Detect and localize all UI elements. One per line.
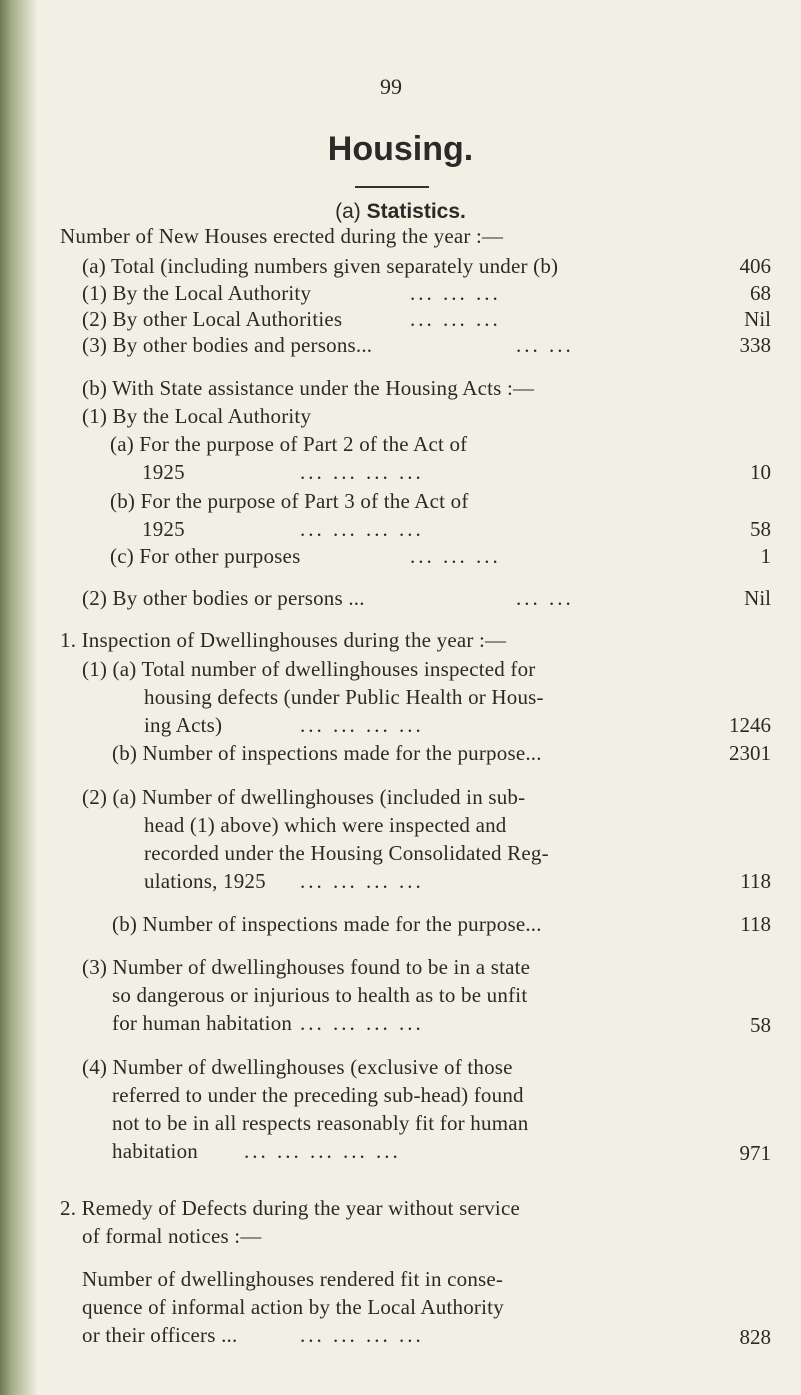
insp-2a-line3: recorded under the Housing Consolidated Reg- [144,841,549,865]
stat-b2-value: Nil [744,586,771,610]
insp-2b-label: (b) Number of inspections made for the purpose... [112,912,542,936]
remedy-body-line2: quence of informal action by the Local Authority [82,1295,504,1319]
stat-a2-dots: ... ... ... [410,307,501,331]
stat-b1c-label: (c) For other purposes [110,544,301,568]
insp-1a-line2: housing defects (under Public Health or Hous- [144,685,544,709]
insp-1b-value: 2301 [729,741,771,765]
insp-3-value: 58 [750,1013,771,1037]
remedy-heading-line1: 2. Remedy of Defects during the year without service [60,1196,521,1220]
insp-4-line3: not to be in all respects reasonably fit for human [112,1111,529,1135]
insp-2a-line2: head (1) above) which were inspected and [144,813,507,837]
stat-a2-value: Nil [744,307,771,331]
stat-a3-label: (3) By other bodies and persons... [82,333,373,357]
insp-4-line4: habitation [112,1139,198,1163]
insp-1a-line3: ing Acts) [144,713,223,737]
stat-b1c-dots: ... ... ... [410,544,501,568]
stat-b1-intro: (1) By the Local Authority [82,404,312,428]
insp-1a-value: 1246 [729,713,771,737]
insp-4-line2: referred to under the preceding sub-head) found [112,1083,524,1107]
insp-1b-label: (b) Number of inspections made for the purpose... [112,741,542,765]
stat-a1-dots: ... ... ... [410,281,501,305]
remedy-value: 828 [739,1325,771,1349]
title-rule [355,186,429,188]
insp-3-line1: (3) Number of dwellinghouses found to be in a state [82,955,531,979]
inspection-heading: 1. Inspection of Dwellinghouses during the year :— [60,628,507,652]
stat-b1b-line1: (b) For the purpose of Part 3 of the Act of [110,489,469,513]
insp-3-line3: for human habitation [112,1011,293,1035]
stat-b1a-line2: 1925 [142,460,185,484]
stat-b1b-dots: ... ... ... ... [300,517,424,541]
stat-b1b-line2: 1925 [142,517,185,541]
stat-b1b-value: 58 [750,517,771,541]
stat-b1a-value: 10 [750,460,771,484]
stat-a1-value: 68 [750,281,771,305]
stat-b-intro: (b) With State assistance under the Housing Acts :— [82,376,535,400]
remedy-dots: ... ... ... ... [300,1323,424,1347]
insp-4-line1: (4) Number of dwellinghouses (exclusive of those [82,1055,513,1079]
stat-a-total-label: (a) Total (including numbers given separately under (b) [82,254,559,278]
insp-3-dots: ... ... ... ... [300,1011,424,1035]
remedy-heading-line2: of formal notices :— [82,1224,262,1248]
stat-b2-label: (2) By other bodies or persons ... [82,586,365,610]
stat-a3-dots: ... ... [516,333,574,357]
subtitle-text: Statistics. [366,200,466,223]
page-title: Housing. [327,130,474,168]
insp-2a-line4: ulations, 1925 [144,869,266,893]
insp-2a-value: 118 [740,869,771,893]
stat-a1-label: (1) By the Local Authority [82,281,312,305]
stat-a-total-value: 406 [739,254,771,278]
stat-a2-label: (2) By other Local Authorities [82,307,343,331]
section-subtitle [0,200,801,224]
insp-1a-dots: ... ... ... ... [300,713,424,737]
insp-4-value: 971 [739,1141,771,1165]
statistics-intro: Number of New Houses erected during the year :— [60,224,504,248]
insp-2b-value: 118 [740,912,771,936]
remedy-body-line3: or their officers ... [82,1323,238,1347]
stat-b1a-dots: ... ... ... ... [300,460,424,484]
insp-1a-line1: (1) (a) Total number of dwellinghouses inspected for [82,657,536,681]
remedy-body-line1: Number of dwellinghouses rendered fit in conse- [82,1267,504,1291]
insp-3-line2: so dangerous or injurious to health as to be unfit [112,983,528,1007]
insp-4-dots: ... ... ... ... ... [244,1139,401,1163]
stat-a3-value: 338 [739,333,771,357]
page-number: 99 [380,74,402,99]
insp-2a-dots: ... ... ... ... [300,869,424,893]
stat-b1c-value: 1 [760,544,771,568]
stat-b1a-line1: (a) For the purpose of Part 2 of the Act of [110,432,468,456]
insp-2a-line1: (2) (a) Number of dwellinghouses (included in sub- [82,785,526,809]
stat-b2-dots: ... ... [516,586,574,610]
subtitle-prefix: (a) [335,200,361,223]
